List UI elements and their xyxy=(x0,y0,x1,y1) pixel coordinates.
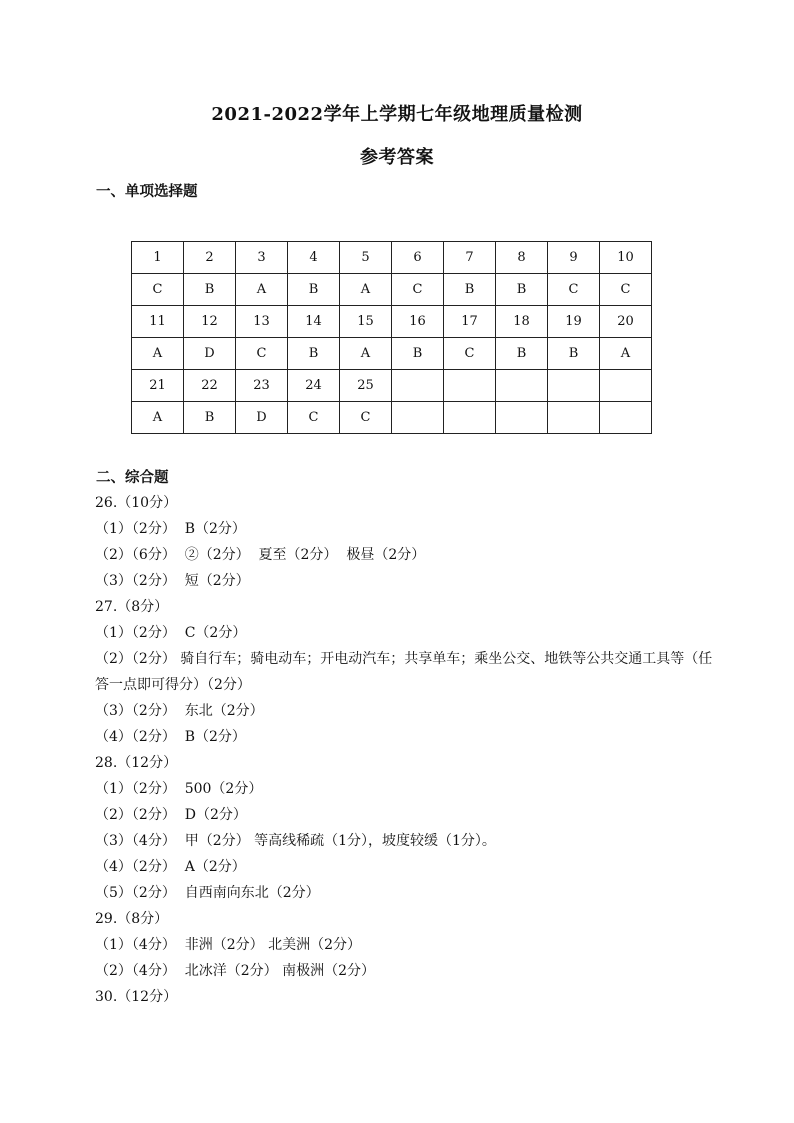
answer-line: （1）（4分） 非洲（2分） 北美洲（2分） xyxy=(95,937,361,953)
table-row xyxy=(132,402,652,434)
answer-line: （2）（2分） 骑自行车；骑电动车；开电动汽车；共享单车；乘坐公交、地铁等公共交通工具等（任答一点即可得分）（2分） xyxy=(95,651,713,693)
table-cell: B xyxy=(496,338,548,370)
table-row xyxy=(132,306,652,338)
table-cell: C xyxy=(288,402,340,434)
table-cell: 15 xyxy=(340,306,392,338)
table-cell xyxy=(548,402,600,434)
table-cell: C xyxy=(236,338,288,370)
table-cell: 1 xyxy=(132,242,184,274)
table-cell: C xyxy=(392,274,444,306)
table-cell: A xyxy=(236,274,288,306)
answer-line: 27.（8分） xyxy=(95,599,169,615)
table-cell: B xyxy=(288,338,340,370)
section-heading-single-choice: 一、单项选择题 xyxy=(96,183,198,200)
answer-line: （3）（4分） 甲（2分） 等高线稀疏（1分），坡度较缓（1分）。 xyxy=(95,833,496,849)
table-cell: 17 xyxy=(444,306,496,338)
table-cell: C xyxy=(132,274,184,306)
answer-line: （3）（2分） 短（2分） xyxy=(95,573,250,589)
answer-line: （3）（2分） 东北（2分） xyxy=(95,703,264,719)
table-cell: C xyxy=(600,274,652,306)
section-heading-comprehensive: 二、综合题 xyxy=(96,469,169,486)
table-cell: 10 xyxy=(600,242,652,274)
answer-table xyxy=(131,241,652,434)
table-cell: 6 xyxy=(392,242,444,274)
table-cell: B xyxy=(184,274,236,306)
table-cell: A xyxy=(600,338,652,370)
answer-line: （2）（4分） 北冰洋（2分） 南极洲（2分） xyxy=(95,963,375,979)
table-cell xyxy=(600,370,652,402)
table-cell: 14 xyxy=(288,306,340,338)
answer-line: （4）（2分） A（2分） xyxy=(95,859,246,875)
table-cell: D xyxy=(184,338,236,370)
table-cell: 19 xyxy=(548,306,600,338)
table-cell: A xyxy=(132,402,184,434)
table-cell: 20 xyxy=(600,306,652,338)
comprehensive-answers xyxy=(95,490,715,1010)
answer-line: （1）（2分） B（2分） xyxy=(95,521,246,537)
answer-line: 29.（8分） xyxy=(95,911,169,927)
table-cell: 16 xyxy=(392,306,444,338)
table-cell: 4 xyxy=(288,242,340,274)
table-cell: C xyxy=(444,338,496,370)
table-row xyxy=(132,370,652,402)
answer-line: （1）（2分） 500（2分） xyxy=(95,781,263,797)
table-cell: 5 xyxy=(340,242,392,274)
table-row xyxy=(132,338,652,370)
table-row xyxy=(132,242,652,274)
table-cell: C xyxy=(548,274,600,306)
table-cell xyxy=(444,402,496,434)
table-cell: A xyxy=(340,338,392,370)
answer-line: （2）（2分） D（2分） xyxy=(95,807,247,823)
table-cell: 25 xyxy=(340,370,392,402)
table-cell: B xyxy=(392,338,444,370)
answer-line: （4）（2分） B（2分） xyxy=(95,729,246,745)
document-title: 2021-2022学年上学期七年级地理质量检测 xyxy=(211,104,583,125)
table-cell: 21 xyxy=(132,370,184,402)
table-cell: 12 xyxy=(184,306,236,338)
table-cell: 23 xyxy=(236,370,288,402)
table-cell: B xyxy=(288,274,340,306)
answer-line: （5）（2分） 自西南向东北（2分） xyxy=(95,885,320,901)
table-cell: B xyxy=(444,274,496,306)
table-cell: 2 xyxy=(184,242,236,274)
answer-line: （2）（6分） ②（2分） 夏至（2分） 极昼（2分） xyxy=(95,547,426,563)
table-cell: 3 xyxy=(236,242,288,274)
answer-line: 30.（12分） xyxy=(95,989,178,1005)
answer-line: 26.（10分） xyxy=(95,495,178,511)
table-cell: 22 xyxy=(184,370,236,402)
document-subtitle: 参考答案 xyxy=(360,147,434,168)
table-cell xyxy=(392,370,444,402)
table-cell xyxy=(548,370,600,402)
table-cell xyxy=(496,402,548,434)
table-cell: B xyxy=(184,402,236,434)
table-cell: 13 xyxy=(236,306,288,338)
table-cell: 9 xyxy=(548,242,600,274)
table-cell: A xyxy=(340,274,392,306)
table-cell: B xyxy=(496,274,548,306)
table-cell: 7 xyxy=(444,242,496,274)
table-cell: A xyxy=(132,338,184,370)
table-cell: B xyxy=(548,338,600,370)
table-cell: D xyxy=(236,402,288,434)
answer-line: 28.（12分） xyxy=(95,755,178,771)
table-cell: 18 xyxy=(496,306,548,338)
table-cell xyxy=(496,370,548,402)
table-cell: C xyxy=(340,402,392,434)
table-cell xyxy=(444,370,496,402)
table-cell: 8 xyxy=(496,242,548,274)
table-row xyxy=(132,274,652,306)
table-cell: 24 xyxy=(288,370,340,402)
answer-line: （1）（2分） C（2分） xyxy=(95,625,247,641)
table-cell: 11 xyxy=(132,306,184,338)
table-cell xyxy=(600,402,652,434)
table-cell xyxy=(392,402,444,434)
